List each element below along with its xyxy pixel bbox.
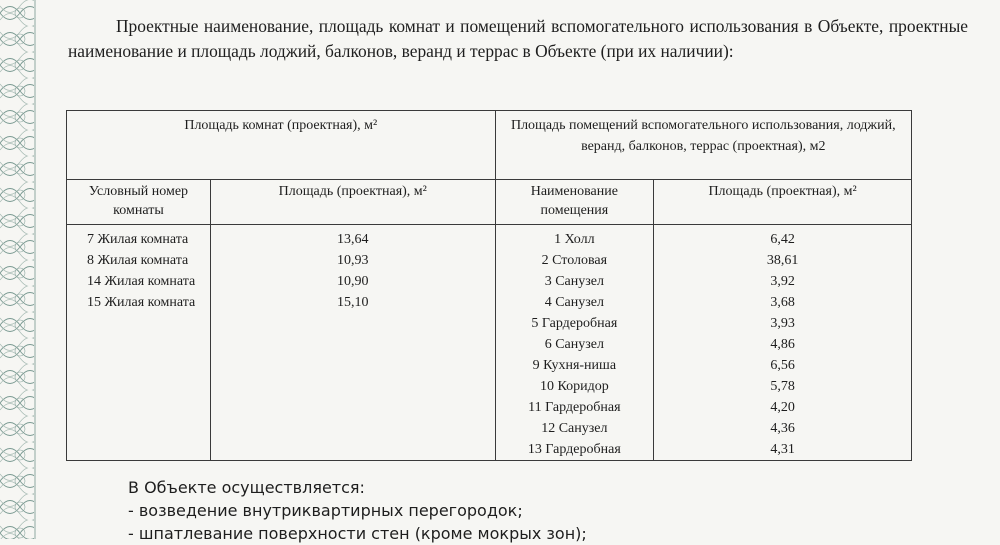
aux-area: 6,56	[770, 358, 795, 373]
works-item: - возведение внутриквартирных перегородок;	[128, 501, 523, 520]
aux-area: 4,36	[770, 421, 795, 436]
aux-area: 3,92	[770, 274, 795, 289]
aux-area: 4,20	[770, 400, 795, 415]
room-name: 14 Жилая комната	[87, 274, 196, 289]
aux-area: 6,42	[770, 232, 795, 247]
aux-names-cell	[495, 225, 654, 461]
aux-area: 3,93	[770, 316, 795, 331]
room-name: 7 Жилая комната	[87, 232, 189, 247]
works-heading: В Объекте осуществляется:	[128, 478, 365, 497]
room-names-cell	[67, 225, 211, 461]
aux-name: 2 Столовая	[541, 253, 608, 268]
intro-paragraph: Проектные наименование, площадь комнат и помещений вспомогательного использования в Объекте, проектные наименование и площадь лоджий, балконов, веранд и террас в Объекте (при их наличии):	[68, 16, 968, 61]
aux-area: 5,78	[770, 379, 795, 394]
aux-name: 12 Санузел	[541, 421, 608, 436]
room-name: 15 Жилая комната	[87, 295, 196, 310]
aux-name: 11 Гардеробная	[528, 400, 621, 415]
aux-name: 13 Гардеробная	[527, 442, 621, 457]
header-aux-area: Площадь помещений вспомогательного использования, лоджий, веранд, балконов, террас (проектная), м2	[495, 111, 911, 180]
room-area: 10,90	[336, 274, 369, 289]
works-item: - шпатлевание поверхности стен (кроме мокрых зон);	[128, 524, 587, 543]
room-area: 13,64	[336, 232, 369, 247]
room-name: 8 Жилая комната	[87, 253, 189, 268]
aux-name: 4 Санузел	[544, 295, 604, 310]
decorative-border-ornament	[0, 0, 40, 539]
col-aux-area-header: Площадь (проектная), м²	[654, 180, 912, 225]
aux-area: 3,68	[770, 295, 795, 310]
header-rooms-area: Площадь комнат (проектная), м²	[67, 111, 496, 180]
room-areas-cell	[210, 225, 495, 461]
aux-area: 38,61	[766, 253, 799, 268]
room-area: 10,93	[336, 253, 369, 268]
col-aux-name-header: Наименование помещения	[495, 180, 654, 225]
col-room-area-header: Площадь (проектная), м²	[210, 180, 495, 225]
aux-name: 10 Коридор	[539, 379, 609, 394]
works-section	[128, 476, 828, 545]
aux-name: 3 Санузел	[544, 274, 604, 289]
aux-area: 4,31	[770, 442, 795, 457]
room-area-table	[66, 110, 912, 461]
aux-name: 9 Кухня-ниша	[532, 358, 617, 373]
aux-name: 5 Гардеробная	[531, 316, 618, 331]
aux-name: 1 Холл	[554, 232, 595, 247]
aux-name: 6 Санузел	[544, 337, 604, 352]
room-area: 15,10	[336, 295, 369, 310]
aux-areas-cell	[654, 225, 912, 461]
aux-area: 4,86	[770, 337, 795, 352]
col-room-number-header: Условный номер комнаты	[67, 180, 211, 225]
